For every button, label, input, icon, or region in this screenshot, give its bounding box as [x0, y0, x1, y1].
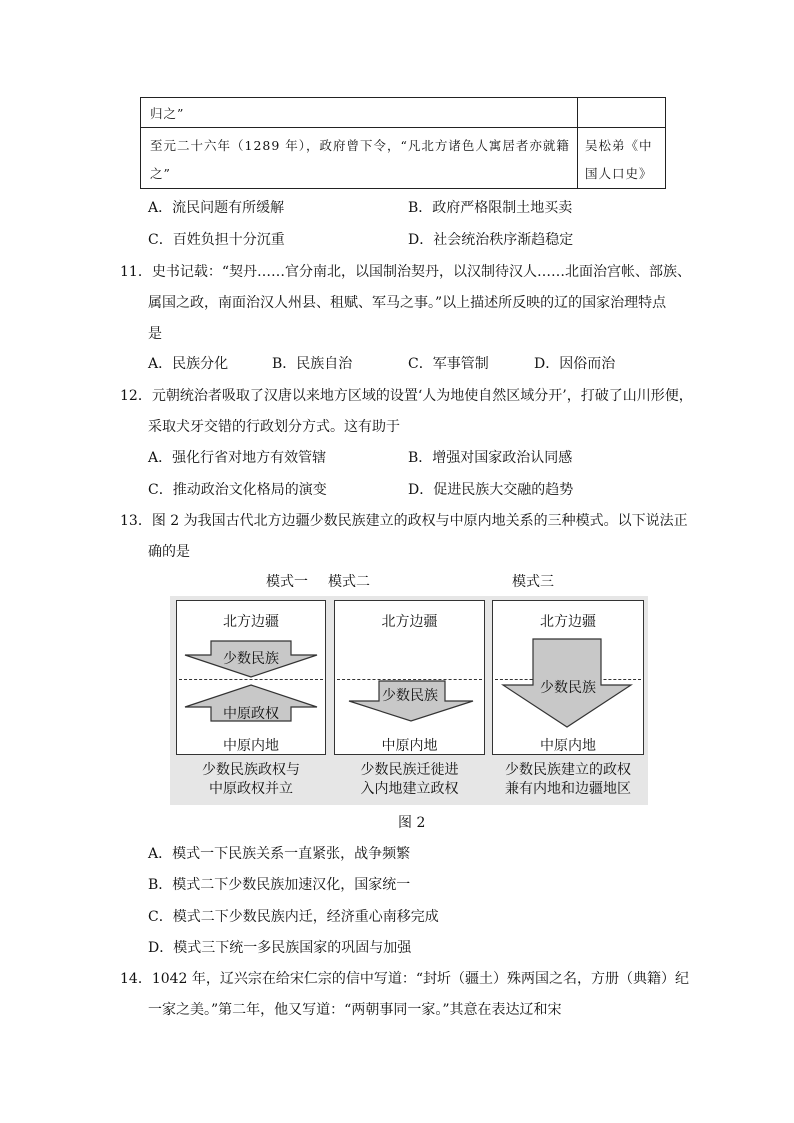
q12-stem-line1: 12．元朝统治者吸取了汉唐以来地方区域的设置‘人为地使自然区域分开’，打破了山川形便，	[120, 388, 693, 404]
mode3-caption	[492, 761, 644, 799]
q14-stem-line1: 14．1042 年，辽兴宗在给宋仁宗的信中写道：“封圻（疆土）殊两国之名，方册（典籍）纪	[120, 971, 690, 987]
q13-stem-line1: 13．图 2 为我国古代北方边疆少数民族建立的政权与中原内地关系的三种模式。以下说法正	[120, 513, 688, 529]
q13-option-c[interactable]: C．模式二下少数民族内迁，经济重心南移完成	[148, 909, 439, 925]
source-table	[140, 97, 666, 189]
mode3-panel	[492, 600, 644, 755]
mode1-panel	[176, 600, 326, 755]
mode1-caption-line2: 中原政权并立	[209, 781, 293, 797]
mode2-panel	[334, 600, 485, 755]
table-row2-source-line2: 国人口史》	[585, 166, 653, 181]
q11-option-d[interactable]: D．因俗而治	[534, 356, 616, 372]
mode2-minority-label: 少数民族	[382, 688, 438, 704]
figure-caption: 图 2	[398, 815, 426, 831]
mode2-north-label: 北方边疆	[381, 614, 438, 630]
q11-stem-line2: 属国之政，南面治汉人州县、租赋、军马之事。”以上描述所反映的辽的国家治理特点	[148, 295, 667, 311]
mode1-north-label: 北方边疆	[223, 614, 279, 630]
table-row2-text-line1: 至元二十六年（1289 年），政府曾下令，“凡北方诸色人寓居者亦就籍	[150, 138, 570, 153]
fig-label-mode3: 模式三	[512, 574, 554, 590]
mode3-north-label: 北方边疆	[540, 614, 596, 630]
q12-option-b[interactable]: B．增强对国家政治认同感	[408, 450, 573, 466]
mode2-caption-line2: 入内地建立政权	[360, 781, 459, 797]
fig-label-mode2: 模式二	[328, 574, 370, 590]
q10-option-a[interactable]: A．流民问题有所缓解	[148, 200, 285, 216]
q11-option-a[interactable]: A．民族分化	[148, 356, 229, 372]
mode1-arrows	[177, 601, 327, 756]
figure-2	[170, 590, 648, 805]
mode3-minority-label: 少数民族	[540, 680, 596, 696]
q10-option-d[interactable]: D．社会统治秩序渐趋稳定	[408, 232, 574, 248]
mode3-caption-line2: 兼有内地和边疆地区	[505, 781, 631, 797]
mode2-caption	[334, 761, 485, 799]
q12-option-c[interactable]: C．推动政治文化格局的演变	[148, 482, 327, 498]
mode3-caption-line1: 少数民族建立的政权	[505, 762, 631, 778]
table-row2-text-line2: 之”	[150, 166, 171, 181]
mode2-caption-line1: 少数民族迁徙进	[360, 762, 459, 778]
fig-label-mode1: 模式一	[266, 574, 308, 590]
mode1-caption-line1: 少数民族政权与	[202, 762, 300, 778]
mode2-arrows	[335, 601, 486, 756]
q11-option-c[interactable]: C．军事管制	[408, 356, 489, 372]
table-row2-source-line1: 吴松弟《中	[585, 138, 653, 153]
q11-stem-line1: 11．史书记载：“契丹……官分南北，以国制治契丹，以汉制待汉人……北面治宫帐、部族、	[120, 264, 691, 280]
q13-option-d[interactable]: D．模式三下统一多民族国家的巩固与加强	[148, 940, 412, 956]
mode1-caption	[176, 761, 326, 799]
q11-option-b[interactable]: B．民族自治	[272, 356, 353, 372]
q11-stem-line3: 是	[148, 326, 162, 342]
mode2-central-label: 中原内地	[381, 738, 438, 754]
q12-stem-line2: 采取犬牙交错的行政划分方式。这有助于	[148, 419, 400, 435]
mode1-minority-label: 少数民族	[223, 651, 279, 667]
q12-option-a[interactable]: A．强化行省对地方有效管辖	[148, 450, 327, 466]
table-row1-text: 归之”	[150, 106, 185, 121]
q10-option-c[interactable]: C．百姓负担十分沉重	[148, 232, 285, 248]
q12-option-d[interactable]: D．促进民族大交融的趋势	[408, 482, 574, 498]
mode3-central-label: 中原内地	[540, 738, 596, 754]
q13-stem-line2: 确的是	[148, 544, 190, 560]
q14-stem-line2: 一家之美。”第二年，他又写道：“两朝事同一家。”其意在表达辽和宋	[148, 1002, 562, 1018]
mode1-central-regime-label: 中原政权	[223, 706, 279, 722]
q10-option-b[interactable]: B．政府严格限制土地买卖	[408, 200, 573, 216]
q13-option-b[interactable]: B．模式二下少数民族加速汉化，国家统一	[148, 877, 411, 893]
mode1-central-label: 中原内地	[223, 738, 279, 754]
q13-option-a[interactable]: A．模式一下民族关系一直紧张，战争频繁	[148, 846, 411, 862]
